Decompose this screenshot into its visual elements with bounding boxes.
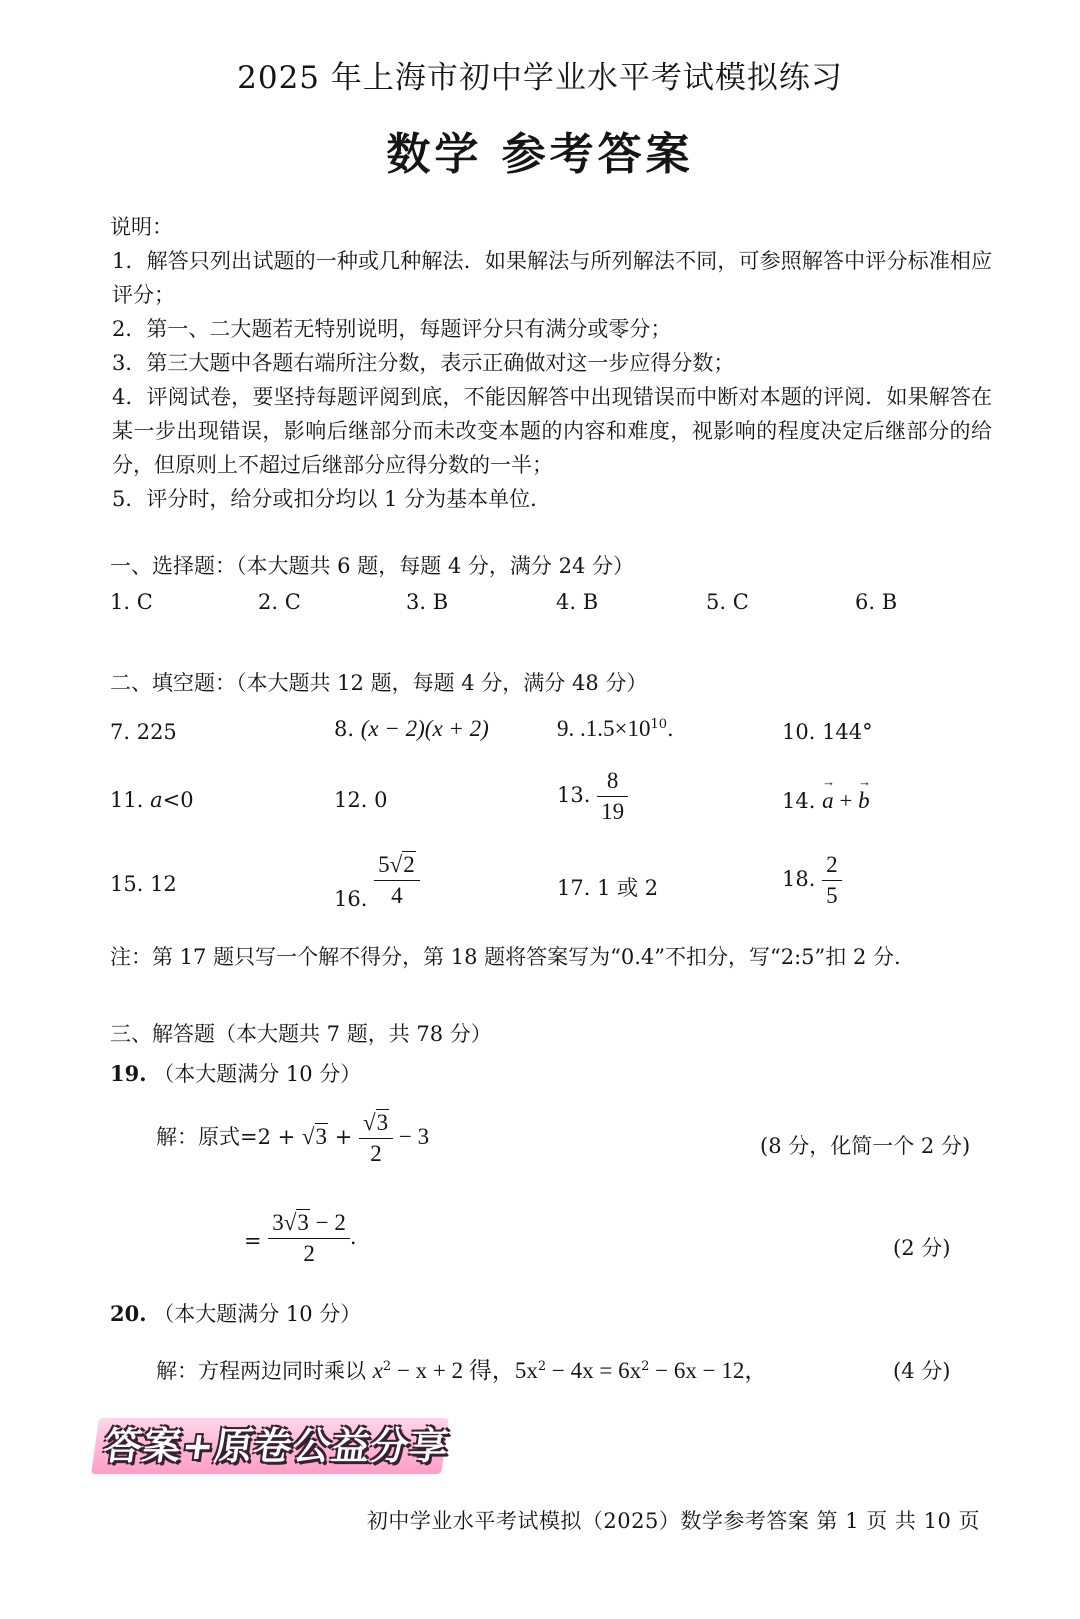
section1-heading: 一、选择题：（本大题共 6 题，每题 4 分，满分 24 分） <box>110 554 634 578</box>
q19-label: 19. <box>110 1061 147 1086</box>
answer-8 <box>334 716 489 742</box>
answer-8-number: 8. <box>334 717 355 741</box>
answer-5: 5. C <box>706 590 749 614</box>
section2-heading: 二、填空题：（本大题共 12 题，每题 4 分，满分 48 分） <box>110 671 648 695</box>
answer-14-plus: + <box>833 788 859 813</box>
answer-16-number: 16. <box>334 887 368 911</box>
notes-heading: 说明： <box>110 215 173 239</box>
q20-desc: （本大题满分 10 分） <box>153 1302 362 1326</box>
answer-16 <box>334 852 420 909</box>
answer-10: 10. 144° <box>782 720 873 744</box>
share-banner-text: 答案+原卷公益分享 <box>100 1424 452 1468</box>
answer-1: 1. C <box>110 590 153 614</box>
note-item-1: 1．解答只列出试题的一种或几种解法．如果解法与所列解法不同，可参照解答中评分标准相应评分； <box>112 249 992 307</box>
answer-6: 6. B <box>855 590 898 614</box>
answer-9-exponent: 10 <box>650 717 668 732</box>
answer-13-denominator: 19 <box>601 799 625 824</box>
q19-step2-fraction: $\frac{3√3 - 2}{2}$ <box>268 1210 350 1267</box>
answer-13-number: 13. <box>557 783 591 807</box>
note-item-2: 2．第一、二大题若无特别说明，每题评分只有满分或零分； <box>112 317 672 341</box>
section3-heading: 三、解答题（本大题共 7 题，共 78 分） <box>110 1022 492 1046</box>
document-subtitle: 数学 参考答案 <box>386 129 694 180</box>
q19-step2-equals: = <box>244 1229 262 1253</box>
q19-step2-end: . <box>349 1225 357 1249</box>
answer-3: 3. B <box>406 590 449 614</box>
note-item-5: 5．评分时，给分或扣分均以 1 分为基本单位． <box>112 487 552 511</box>
q20-step1-score: (4 分) <box>893 1359 951 1383</box>
answer-4: 4. B <box>556 590 599 614</box>
q19-desc: （本大题满分 10 分） <box>153 1062 362 1086</box>
q19-step2 <box>244 1210 357 1267</box>
answer-16-numerator: 5√2 <box>374 852 420 881</box>
answer-9-base: 9. .1.5×10 <box>557 716 651 741</box>
answer-18-number: 18. <box>782 867 816 891</box>
q19-step1-fraction: $\frac{√3}{2}$ <box>359 1110 393 1167</box>
q19-step1-plus: + <box>328 1125 359 1149</box>
q19-step1: 解：原式=2 + √3 + $\frac{√3}{2}$ − 3 <box>156 1110 430 1166</box>
answer-7: 7. 225 <box>110 720 177 744</box>
answer-16-fraction <box>374 852 420 909</box>
vector-a: → a <box>822 788 834 814</box>
answer-11 <box>110 788 194 812</box>
answer-17: 17. 1 或 2 <box>557 876 659 900</box>
answer-11-relation: <0 <box>162 788 194 812</box>
vector-b: → b <box>858 788 870 814</box>
q19-step1-tail: − 3 <box>393 1124 430 1149</box>
q20-step1: 解：方程两边同时乘以 $x^2 - x + 2$ 得，$5x^2 - 4x = 6x^2 - 6x - 12$， <box>156 1358 768 1383</box>
answer-11-number: 11. <box>110 788 151 812</box>
q19-header <box>110 1058 361 1088</box>
answer-18-numerator: 2 <box>822 852 842 881</box>
answer-15: 15. 12 <box>110 872 177 896</box>
q20-label: 20. <box>110 1301 147 1326</box>
answer-9-period: . <box>667 717 674 741</box>
note-item-3: 3．第三大题中各题右端所注分数，表示正确做对这一步应得分数； <box>112 351 735 375</box>
q19-step1-score: (8 分，化简一个 2 分) <box>760 1134 971 1158</box>
page-footer: 初中学业水平考试模拟（2025）数学参考答案 第 1 页 共 10 页 <box>366 1509 980 1533</box>
answer-11-variable: a <box>150 788 163 812</box>
answer-14-number: 14. <box>782 789 816 813</box>
answer-18 <box>782 852 842 909</box>
q19-step2-score: (2 分) <box>893 1236 951 1260</box>
section2-note: 注：第 17 题只写一个解不得分，第 18 题将答案写为“0.4”不扣分，写“2:5”扣 2 分. <box>110 945 901 969</box>
answer-9 <box>557 716 674 742</box>
answer-18-fraction <box>822 852 842 909</box>
answer-13 <box>557 768 628 825</box>
answer-13-fraction <box>597 768 628 825</box>
note-item-4: 4．评阅试卷，要坚持每题评阅到底，不能因解答中出现错误而中断对本题的评阅．如果解答在某一步出现错误，影响后继部分而未改变本题的内容和难度，视影响的程度决定后继部分的给分，但原则上不超过后继部分应得分数的一半； <box>112 385 992 477</box>
answer-8-expression: (x − 2)(x + 2) <box>360 716 489 741</box>
answer-2: 2. C <box>258 590 301 614</box>
q20-header <box>110 1298 361 1328</box>
q19-step1-lead: 解：原式=2 + <box>156 1125 302 1149</box>
answer-14 <box>782 788 870 814</box>
answer-13-numerator: 8 <box>597 768 628 797</box>
answer-18-denominator: 5 <box>826 883 838 908</box>
document-title: 2025 年上海市初中学业水平考试模拟练习 <box>237 60 843 96</box>
answer-12: 12. 0 <box>334 788 388 812</box>
answer-16-denominator: 4 <box>391 883 403 908</box>
